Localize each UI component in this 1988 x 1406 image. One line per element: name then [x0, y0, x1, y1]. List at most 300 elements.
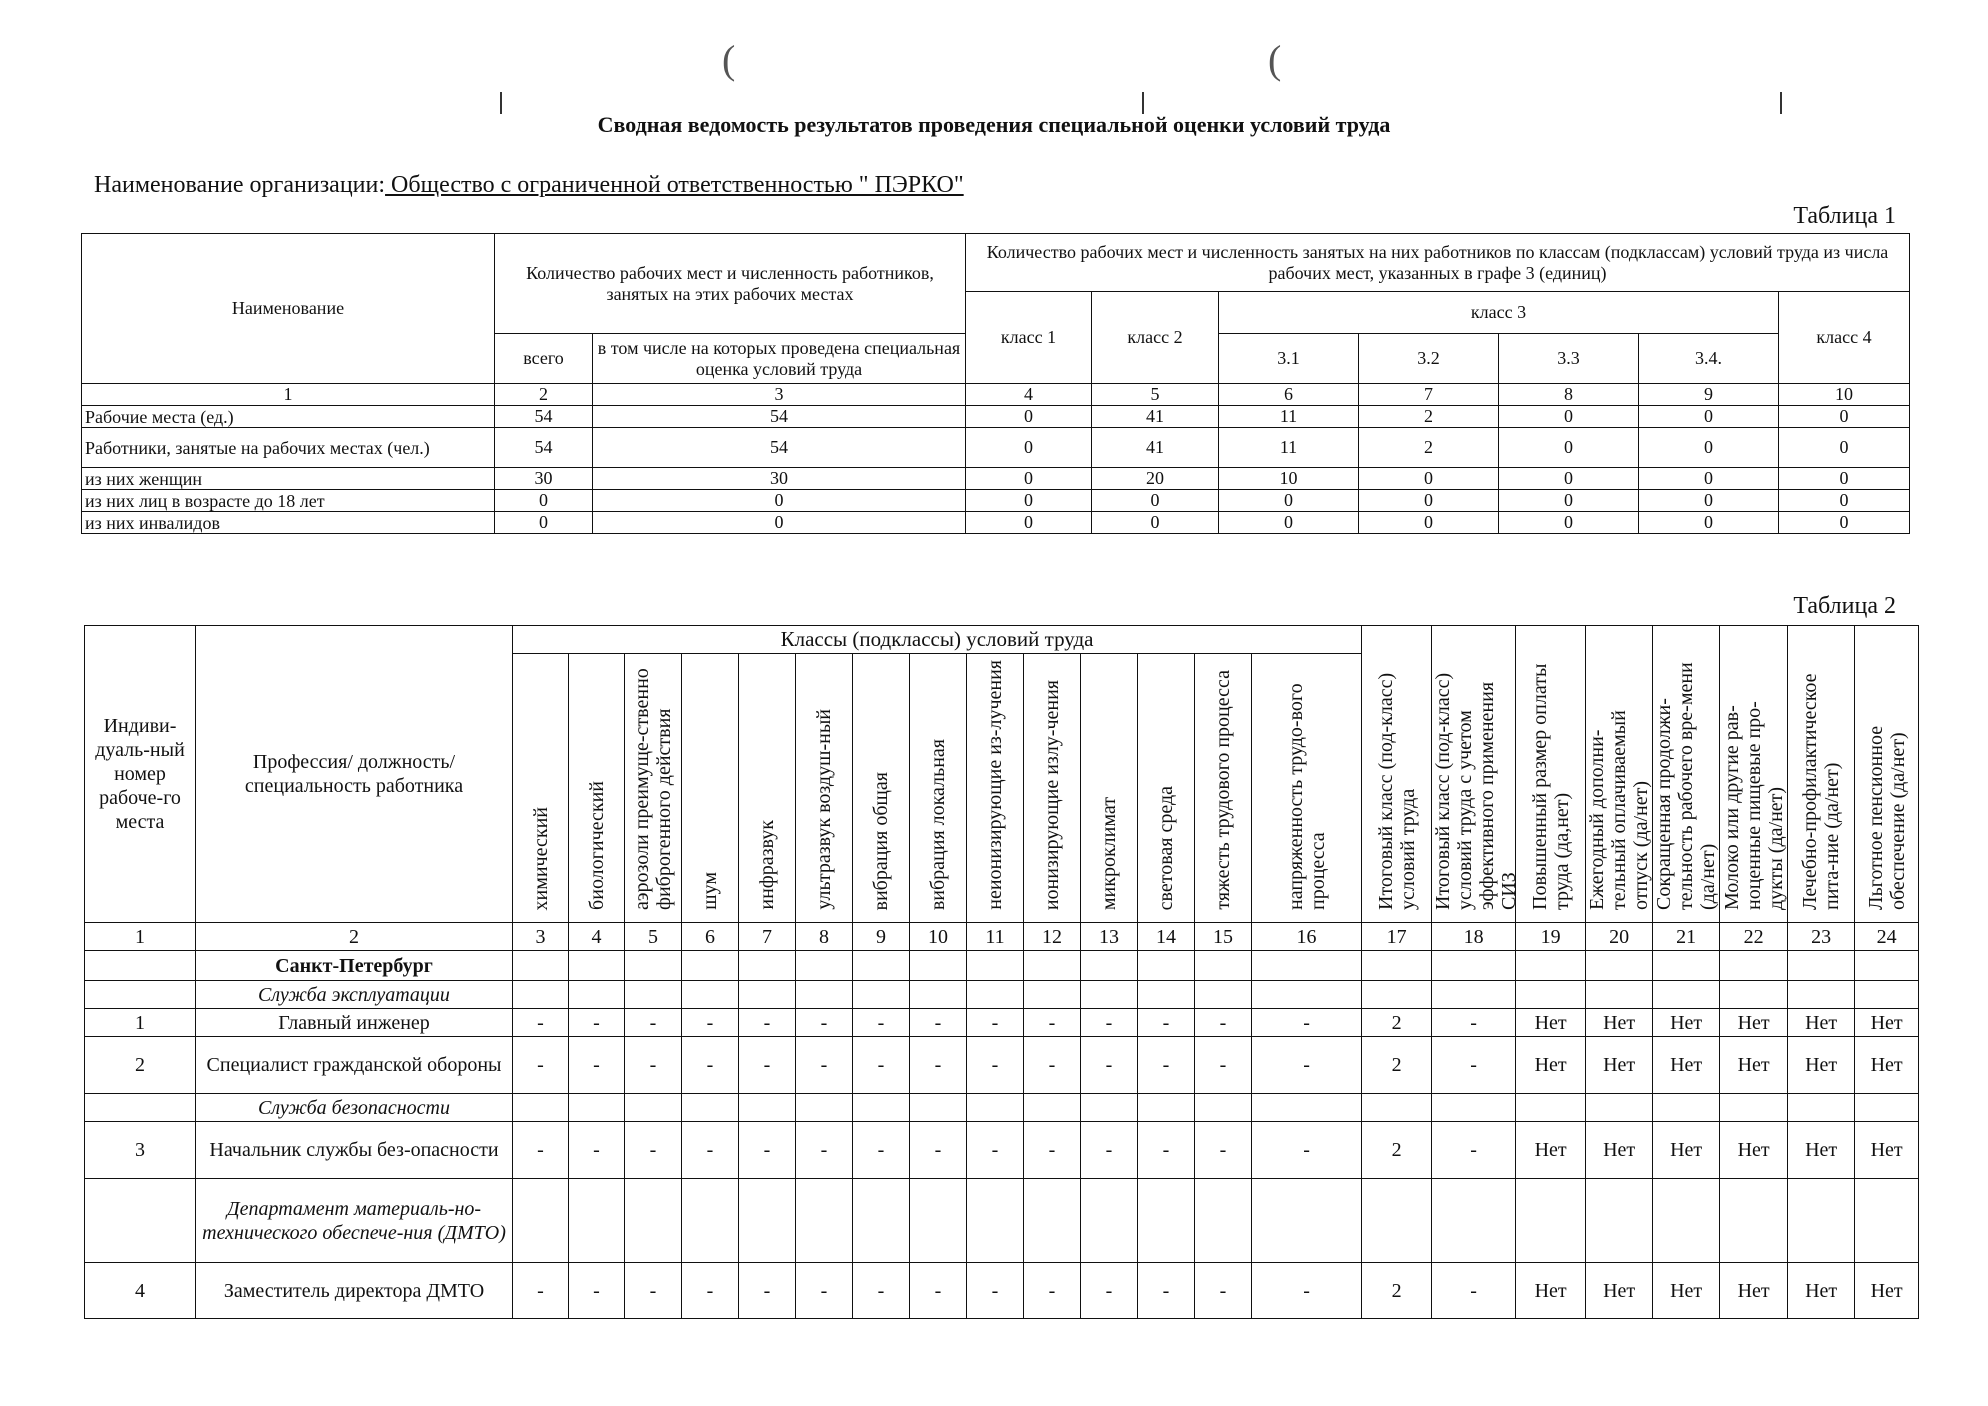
factor-class: -: [1252, 1122, 1362, 1179]
column-number: 3: [593, 384, 966, 406]
header-factor-label: тяжесть трудового процесса: [1212, 670, 1234, 910]
factor-class: -: [967, 1009, 1024, 1037]
table-cell: 0: [495, 512, 593, 534]
table-cell: 30: [593, 468, 966, 490]
guarantee-value: Нет: [1788, 1009, 1855, 1037]
table-cell: [1516, 1179, 1586, 1263]
table-cell: [1432, 981, 1516, 1009]
table-cell: [513, 1179, 569, 1263]
header-factor-label: неионизирующие из-лучения: [984, 660, 1006, 910]
table-cell: 0: [1499, 490, 1639, 512]
table-cell: 0: [966, 468, 1092, 490]
header-factor-label: световая среда: [1155, 785, 1177, 910]
table-row: [82, 512, 1910, 534]
column-number: 21: [1653, 923, 1720, 951]
table-row: [82, 490, 1910, 512]
table-cell: [1138, 981, 1195, 1009]
section-row: [85, 1094, 1919, 1122]
table-cell: [910, 1179, 967, 1263]
header-factor: [513, 654, 569, 923]
table-cell: [1788, 1094, 1855, 1122]
table-cell: 0: [1499, 406, 1639, 428]
header-factor-label: шум: [699, 872, 721, 910]
header-factor-label: ионизирующие излу-чения: [1041, 679, 1063, 910]
table-cell: [1720, 1179, 1788, 1263]
table-cell: [1138, 1094, 1195, 1122]
final-class-ppe: -: [1432, 1009, 1516, 1037]
table-cell: 0: [1639, 468, 1779, 490]
factor-class: -: [682, 1009, 739, 1037]
header-factor: [682, 654, 739, 923]
table-cell: 0: [1219, 490, 1359, 512]
factor-class: -: [1138, 1037, 1195, 1094]
table-cell: 2: [1359, 406, 1499, 428]
table-cell: [1586, 1179, 1653, 1263]
header-classes-count: Количество рабочих мест и численность занятых на них работников по классам (подклассам) условий труда из числа рабочих мест, указанных в графе 3 (единиц): [966, 234, 1910, 292]
factor-class: -: [910, 1263, 967, 1319]
table-row: [82, 406, 1910, 428]
table-cell: [625, 981, 682, 1009]
row-label: из них женщин: [82, 468, 495, 490]
guarantee-value: Нет: [1720, 1037, 1788, 1094]
final-class-ppe: -: [1432, 1037, 1516, 1094]
workplace-id: 4: [85, 1263, 196, 1319]
header-factor-label: инфразвук: [756, 820, 778, 910]
header-sub33: 3.3: [1499, 334, 1639, 384]
document-title: Сводная ведомость результатов проведения специальной оценки условий труда: [597, 112, 1391, 137]
table-cell: [1788, 981, 1855, 1009]
table-cell: [1432, 1179, 1516, 1263]
table-cell: 0: [1639, 428, 1779, 468]
header-class2: класс 2: [1092, 292, 1219, 384]
profession-name: Главный инженер: [196, 1009, 513, 1037]
table-cell: [1024, 951, 1081, 981]
table-cell: [513, 951, 569, 981]
table-cell: [1720, 981, 1788, 1009]
table-cell: 54: [495, 406, 593, 428]
header-factor: [796, 654, 853, 923]
header-factor: [1024, 654, 1081, 923]
header-therapeutic-food: Лечебно-профилактическое пита-ние (да/нет): [1788, 626, 1855, 923]
table-cell: [569, 1179, 625, 1263]
factor-class: -: [1024, 1122, 1081, 1179]
factor-class: -: [1138, 1122, 1195, 1179]
header-class4: класс 4: [1779, 292, 1910, 384]
table-cell: 11: [1219, 428, 1359, 468]
column-number: 5: [625, 923, 682, 951]
guarantee-value: Нет: [1720, 1009, 1788, 1037]
table-cell: [1252, 951, 1362, 981]
table-cell: 0: [1499, 512, 1639, 534]
profession-name: Специалист гражданской обороны: [196, 1037, 513, 1094]
factor-class: -: [1138, 1263, 1195, 1319]
table-cell: 54: [593, 428, 966, 468]
factor-class: -: [569, 1037, 625, 1094]
table-cell: 54: [593, 406, 966, 428]
guarantee-value: Нет: [1855, 1037, 1919, 1094]
factor-class: -: [1252, 1037, 1362, 1094]
header-class1: класс 1: [966, 292, 1092, 384]
table-cell: [1516, 951, 1586, 981]
column-number: 16: [1252, 923, 1362, 951]
factor-class: -: [967, 1122, 1024, 1179]
factor-class: -: [625, 1037, 682, 1094]
guarantee-value: Нет: [1653, 1009, 1720, 1037]
table-cell: 11: [1219, 406, 1359, 428]
table-cell: 0: [593, 490, 966, 512]
column-number: 1: [85, 923, 196, 951]
header-factor: [1252, 654, 1362, 923]
factor-class: -: [1024, 1009, 1081, 1037]
guarantee-value: Нет: [1653, 1037, 1720, 1094]
guarantee-value: Нет: [1720, 1122, 1788, 1179]
organization-label: Наименование организации:: [94, 172, 386, 198]
workplace-id: 1: [85, 1009, 196, 1037]
table-cell: [1252, 981, 1362, 1009]
section-row-label: Служба безопасности: [196, 1094, 513, 1122]
factor-class: -: [853, 1263, 910, 1319]
factor-class: -: [513, 1263, 569, 1319]
factor-class: -: [625, 1263, 682, 1319]
table-cell: [1024, 1094, 1081, 1122]
table-row: [85, 1263, 1919, 1319]
factor-class: -: [1081, 1009, 1138, 1037]
table-cell: [967, 1179, 1024, 1263]
table-cell: [967, 981, 1024, 1009]
table-cell: [625, 951, 682, 981]
column-number: 7: [1359, 384, 1499, 406]
table-cell: [1252, 1094, 1362, 1122]
header-total: всего: [495, 334, 593, 384]
column-number: 12: [1024, 923, 1081, 951]
guarantee-value: Нет: [1653, 1263, 1720, 1319]
table-cell: 0: [1359, 468, 1499, 490]
final-class: 2: [1362, 1037, 1432, 1094]
table-cell: 0: [1639, 512, 1779, 534]
header-factor-label: напряженность трудо-вого процесса: [1284, 683, 1329, 910]
table-cell: [85, 951, 196, 981]
column-number: 4: [569, 923, 625, 951]
column-number: 14: [1138, 923, 1195, 951]
final-class-ppe: -: [1432, 1263, 1516, 1319]
table-cell: [1720, 1094, 1788, 1122]
guarantee-value: Нет: [1653, 1122, 1720, 1179]
column-number: 9: [1639, 384, 1779, 406]
column-number: 13: [1081, 923, 1138, 951]
header-factor: [1138, 654, 1195, 923]
column-number: 5: [1092, 384, 1219, 406]
factor-class: -: [739, 1009, 796, 1037]
table-cell: [1081, 981, 1138, 1009]
header-factor-label: аэрозоли преимуще-ственно фиброгенного действия: [631, 668, 675, 910]
column-number: 9: [853, 923, 910, 951]
row-label: Рабочие места (ед.): [82, 406, 495, 428]
table-cell: [1720, 951, 1788, 981]
header-assessed: в том числе на которых проведена специальная оценка условий труда: [593, 334, 966, 384]
guarantee-value: Нет: [1855, 1009, 1919, 1037]
row-label: Работники, занятые на рабочих местах (чел.): [82, 428, 495, 468]
table-cell: [1252, 1179, 1362, 1263]
column-number: 23: [1788, 923, 1855, 951]
table-cell: [1024, 981, 1081, 1009]
table-cell: [739, 1094, 796, 1122]
guarantee-value: Нет: [1586, 1037, 1653, 1094]
table-cell: [910, 951, 967, 981]
table-row: [85, 1009, 1919, 1037]
organization-line: [94, 172, 964, 199]
factor-class: -: [796, 1037, 853, 1094]
header-factor: [625, 654, 682, 923]
header-final-class: Итоговый класс (под-класс) условий труда: [1362, 626, 1432, 923]
factor-class: -: [1081, 1122, 1138, 1179]
table-row: [82, 428, 1910, 468]
column-number: 18: [1432, 923, 1516, 951]
summary-table: [81, 233, 1910, 534]
header-name: Наименование: [82, 234, 495, 384]
table-cell: [1855, 1179, 1919, 1263]
table-cell: 0: [966, 428, 1092, 468]
guarantee-value: Нет: [1586, 1009, 1653, 1037]
table-cell: [569, 951, 625, 981]
guarantee-value: Нет: [1516, 1009, 1586, 1037]
table-cell: [1195, 1179, 1252, 1263]
table-cell: [1362, 1179, 1432, 1263]
header-sub32: 3.2: [1359, 334, 1499, 384]
factor-class: -: [625, 1122, 682, 1179]
guarantee-value: Нет: [1516, 1122, 1586, 1179]
column-number: 19: [1516, 923, 1586, 951]
column-number: 10: [1779, 384, 1910, 406]
table-cell: [796, 1094, 853, 1122]
table-cell: [910, 1094, 967, 1122]
factor-class: -: [853, 1037, 910, 1094]
table-cell: [1653, 951, 1720, 981]
table-cell: [1024, 1179, 1081, 1263]
scan-bracket-mark: (: [722, 37, 736, 82]
header-final-class-ppe: Итоговый класс (под-класс) условий труда с учетом эффективного применения СИЗ: [1432, 626, 1516, 923]
header-factor-label: химический: [529, 806, 552, 910]
column-number: 1: [82, 384, 495, 406]
row-label: из них инвалидов: [82, 512, 495, 534]
scan-tick-mark: [500, 92, 502, 114]
table-cell: [569, 981, 625, 1009]
table-cell: [1855, 981, 1919, 1009]
table-cell: [1788, 1179, 1855, 1263]
city-row-label: Санкт-Петербург: [196, 951, 513, 981]
table-cell: 0: [1499, 428, 1639, 468]
table-cell: [739, 1179, 796, 1263]
table-cell: [1195, 951, 1252, 981]
table-cell: 41: [1092, 428, 1219, 468]
header-factor: [967, 654, 1024, 923]
factor-class: -: [910, 1122, 967, 1179]
factor-class: -: [739, 1037, 796, 1094]
factor-class: -: [1195, 1263, 1252, 1319]
column-number: 2: [196, 923, 513, 951]
table-cell: [967, 951, 1024, 981]
factor-class: -: [513, 1037, 569, 1094]
factor-class: -: [625, 1009, 682, 1037]
header-pension: Льготное пенсионное обеспечение (да/нет): [1855, 626, 1919, 923]
table-cell: 20: [1092, 468, 1219, 490]
column-number: 7: [739, 923, 796, 951]
guarantee-value: Нет: [1788, 1037, 1855, 1094]
table-cell: [85, 1094, 196, 1122]
table-cell: 0: [1092, 512, 1219, 534]
header-factor-label: биологический: [585, 781, 608, 910]
table-cell: [513, 981, 569, 1009]
profession-name: Начальник службы без-опасности: [196, 1122, 513, 1179]
factor-class: -: [853, 1122, 910, 1179]
column-number: 20: [1586, 923, 1653, 951]
section-row-label: Департамент материаль-но-технического обеспече-ния (ДМТО): [196, 1179, 513, 1263]
table-cell: [796, 1179, 853, 1263]
table-cell: [682, 1179, 739, 1263]
factor-class: -: [569, 1009, 625, 1037]
table-cell: [1362, 1094, 1432, 1122]
factor-class: -: [910, 1037, 967, 1094]
factor-class: -: [739, 1263, 796, 1319]
table-cell: [1138, 1179, 1195, 1263]
table-cell: [1586, 981, 1653, 1009]
column-number: 8: [796, 923, 853, 951]
factor-class: -: [739, 1122, 796, 1179]
factor-class: -: [513, 1122, 569, 1179]
table-cell: [739, 951, 796, 981]
factor-class: -: [796, 1122, 853, 1179]
factor-class: -: [682, 1263, 739, 1319]
header-factor: [853, 654, 910, 923]
section-row: [85, 1179, 1919, 1263]
table-cell: [682, 981, 739, 1009]
factor-class: -: [1195, 1009, 1252, 1037]
workplace-id: 3: [85, 1122, 196, 1179]
table-row: [82, 468, 1910, 490]
table-cell: [1586, 1094, 1653, 1122]
header-extra-pay: Повышенный размер оплаты труда (да,нет): [1516, 626, 1586, 923]
factor-class: -: [682, 1037, 739, 1094]
table1-caption: Таблица 1: [1793, 203, 1896, 229]
table-cell: [1788, 951, 1855, 981]
header-work-classes: Классы (подклассы) условий труда: [513, 626, 1362, 654]
column-number: 11: [967, 923, 1024, 951]
table-cell: [1081, 1179, 1138, 1263]
factor-class: -: [1024, 1263, 1081, 1319]
factor-class: -: [1081, 1263, 1138, 1319]
factor-class: -: [1138, 1009, 1195, 1037]
table-cell: 0: [1779, 406, 1910, 428]
factor-class: -: [796, 1263, 853, 1319]
header-factor-label: вибрация локальная: [927, 738, 949, 910]
column-number: 4: [966, 384, 1092, 406]
table-cell: [853, 951, 910, 981]
table-cell: 0: [1639, 406, 1779, 428]
factor-class: -: [682, 1122, 739, 1179]
table-cell: 0: [1779, 468, 1910, 490]
factor-class: -: [1195, 1122, 1252, 1179]
final-class: 2: [1362, 1009, 1432, 1037]
table-cell: 0: [1359, 512, 1499, 534]
table-cell: 30: [495, 468, 593, 490]
section-row: [85, 981, 1919, 1009]
factor-class: -: [967, 1037, 1024, 1094]
column-number: 22: [1720, 923, 1788, 951]
final-class: 2: [1362, 1263, 1432, 1319]
table-cell: 0: [1092, 490, 1219, 512]
table-cell: [513, 1094, 569, 1122]
table-cell: 0: [966, 512, 1092, 534]
table-cell: [569, 1094, 625, 1122]
column-number: 15: [1195, 923, 1252, 951]
factor-class: -: [513, 1009, 569, 1037]
table-cell: [682, 1094, 739, 1122]
header-factor-label: вибрация общая: [870, 771, 892, 910]
scan-tick-mark: [1780, 92, 1782, 114]
table-cell: 0: [593, 512, 966, 534]
table-cell: [625, 1094, 682, 1122]
guarantee-value: Нет: [1586, 1122, 1653, 1179]
final-class-ppe: -: [1432, 1122, 1516, 1179]
table-cell: 0: [1219, 512, 1359, 534]
table-cell: [796, 951, 853, 981]
table-cell: 0: [1779, 490, 1910, 512]
header-factor: [569, 654, 625, 923]
header-class3: класс 3: [1219, 292, 1779, 334]
table-row: [85, 1122, 1919, 1179]
table-cell: 0: [1779, 512, 1910, 534]
header-factor: [1195, 654, 1252, 923]
header-sub31: 3.1: [1219, 334, 1359, 384]
factor-class: -: [1195, 1037, 1252, 1094]
table-cell: [1586, 951, 1653, 981]
header-factor-label: ультразвук воздуш-ный: [813, 709, 835, 910]
table-cell: 0: [1499, 468, 1639, 490]
header-factor-label: микроклимат: [1098, 796, 1120, 910]
table-cell: [85, 1179, 196, 1263]
scan-tick-mark: [1142, 92, 1144, 114]
table-cell: [1195, 981, 1252, 1009]
table-cell: 0: [1779, 428, 1910, 468]
table-cell: [1855, 1094, 1919, 1122]
section-row-label: Служба эксплуатации: [196, 981, 513, 1009]
profession-name: Заместитель директора ДМТО: [196, 1263, 513, 1319]
header-milk: Молоко или другие рав-ноценные пищевые про-дукты (да/нет): [1720, 626, 1788, 923]
column-number: 3: [513, 923, 569, 951]
table2-caption: Таблица 2: [1793, 593, 1896, 619]
column-number: 24: [1855, 923, 1919, 951]
table-cell: 54: [495, 428, 593, 468]
table-cell: [85, 981, 196, 1009]
table-cell: 0: [1639, 490, 1779, 512]
workplace-id: 2: [85, 1037, 196, 1094]
header-factor: [1081, 654, 1138, 923]
header-extra-leave: Ежегодный дополни-тельный оплачиваемый отпуск (да/нет): [1586, 626, 1653, 923]
table-cell: 10: [1219, 468, 1359, 490]
table-cell: [1432, 951, 1516, 981]
table-cell: [1081, 951, 1138, 981]
factor-class: -: [1252, 1263, 1362, 1319]
table-cell: [967, 1094, 1024, 1122]
table-cell: [1516, 981, 1586, 1009]
table-cell: [853, 1179, 910, 1263]
header-factor: [739, 654, 796, 923]
factor-class: -: [853, 1009, 910, 1037]
table-cell: [1081, 1094, 1138, 1122]
table-cell: [1138, 951, 1195, 981]
guarantee-value: Нет: [1720, 1263, 1788, 1319]
guarantee-value: Нет: [1586, 1263, 1653, 1319]
table-cell: [853, 981, 910, 1009]
